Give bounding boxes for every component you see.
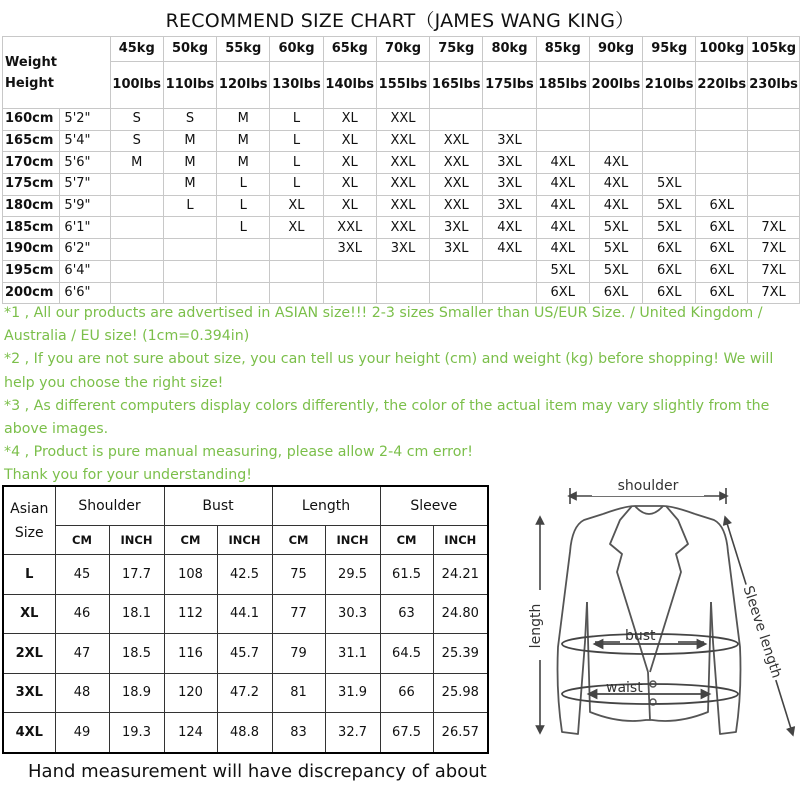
weight-kg-header: 75kg <box>430 37 483 62</box>
size-cell: 5XL <box>589 239 642 261</box>
measure-value: 47.2 <box>217 673 272 713</box>
size-cell <box>376 260 429 282</box>
size-cell <box>589 109 642 131</box>
unit-header: CM <box>55 526 109 555</box>
size-cell <box>430 260 483 282</box>
weight-kg-header: 60kg <box>270 37 323 62</box>
weight-kg-header: 45kg <box>110 37 163 62</box>
size-cell: L <box>163 195 216 217</box>
height-ft: 6'4" <box>60 260 110 282</box>
size-cell: L <box>217 217 270 239</box>
height-ft: 5'7" <box>60 174 110 196</box>
size-cell: 4XL <box>589 174 642 196</box>
asian-size-value: XL <box>3 594 55 634</box>
measure-value: 31.1 <box>325 634 380 674</box>
footer-note: Hand measurement will have discrepancy of about <box>28 761 487 782</box>
size-cell: 5XL <box>643 217 696 239</box>
size-cell: S <box>163 109 216 131</box>
measure-value: 45 <box>55 555 109 595</box>
size-cell <box>217 239 270 261</box>
size-cell: 6XL <box>643 260 696 282</box>
size-cell: 4XL <box>536 174 589 196</box>
note-line: *2 , If you are not sure about size, you can tell us your height (cm) and weight (kg) before shopping! We will help you choose the right size! <box>4 351 774 391</box>
asian-size-value: 2XL <box>3 634 55 674</box>
size-cell: M <box>217 130 270 152</box>
asian-size-value: 3XL <box>3 673 55 713</box>
measure-value: 17.7 <box>109 555 164 595</box>
size-cell <box>376 282 429 304</box>
measure-value: 63 <box>380 594 433 634</box>
measure-unit-row <box>3 526 488 555</box>
size-cell: XXL <box>430 152 483 174</box>
size-cell: 6XL <box>696 282 748 304</box>
size-cell: L <box>270 174 323 196</box>
size-cell: 4XL <box>536 195 589 217</box>
size-cell: M <box>163 152 216 174</box>
measure-value: 77 <box>272 594 325 634</box>
size-cell: XXL <box>376 130 429 152</box>
measure-value: 46 <box>55 594 109 634</box>
page-title: RECOMMEND SIZE CHART（JAMES WANG KING） <box>165 10 635 32</box>
size-cell: M <box>217 109 270 131</box>
size-cell: 6XL <box>643 282 696 304</box>
height-ft: 6'2" <box>60 239 110 261</box>
size-cell: 7XL <box>748 217 800 239</box>
measure-group-header: Sleeve <box>380 486 488 526</box>
asian-size-value: L <box>3 555 55 595</box>
measure-value: 79 <box>272 634 325 674</box>
weight-kg-header: 105kg <box>748 37 800 62</box>
size-cell: XXL <box>376 217 429 239</box>
measure-value: 26.57 <box>433 713 488 753</box>
size-cell <box>696 130 748 152</box>
measure-value: 48 <box>55 673 109 713</box>
size-chart-row <box>3 260 800 282</box>
size-cell <box>748 195 800 217</box>
size-cell: XXL <box>376 152 429 174</box>
unit-header: INCH <box>217 526 272 555</box>
size-cell <box>110 239 163 261</box>
weight-lbs-header: 140lbs <box>323 62 376 109</box>
height-cm: 165cm <box>3 130 60 152</box>
measure-row <box>3 634 488 674</box>
height-ft: 5'4" <box>60 130 110 152</box>
size-cell <box>536 130 589 152</box>
height-cm: 200cm <box>3 282 60 304</box>
height-ft: 5'2" <box>60 109 110 131</box>
measure-value: 67.5 <box>380 713 433 753</box>
weight-lbs-header: 220lbs <box>696 62 748 109</box>
size-chart-row <box>3 109 800 131</box>
size-cell <box>110 282 163 304</box>
size-cell: 5XL <box>643 174 696 196</box>
size-cell: 5XL <box>589 217 642 239</box>
unit-header: CM <box>272 526 325 555</box>
waist-label: waist <box>606 680 643 696</box>
size-cell: 6XL <box>696 239 748 261</box>
size-cell: 3XL <box>483 152 536 174</box>
length-label: length <box>528 603 544 649</box>
size-cell <box>323 282 376 304</box>
unit-header: INCH <box>109 526 164 555</box>
size-cell: 3XL <box>483 195 536 217</box>
size-cell: 7XL <box>748 282 800 304</box>
size-cell: M <box>217 152 270 174</box>
size-cell: 4XL <box>483 239 536 261</box>
size-cell <box>217 260 270 282</box>
measure-value: 61.5 <box>380 555 433 595</box>
size-cell: XL <box>323 109 376 131</box>
size-chart-row <box>3 195 800 217</box>
size-cell: L <box>217 174 270 196</box>
size-chart-row <box>3 152 800 174</box>
size-cell <box>270 282 323 304</box>
weight-kg-header: 80kg <box>483 37 536 62</box>
weight-kg-row <box>3 37 800 62</box>
jacket-diagram <box>500 462 800 762</box>
height-ft: 5'9" <box>60 195 110 217</box>
weight-lbs-header: 110lbs <box>163 62 216 109</box>
measure-value: 18.9 <box>109 673 164 713</box>
measure-value: 48.8 <box>217 713 272 753</box>
size-cell: XL <box>323 195 376 217</box>
measure-value: 66 <box>380 673 433 713</box>
size-chart-row <box>3 174 800 196</box>
size-cell: XXL <box>430 174 483 196</box>
weight-kg-header: 100kg <box>696 37 748 62</box>
notes-section <box>4 302 798 488</box>
size-cell: 7XL <box>748 239 800 261</box>
size-cell <box>430 109 483 131</box>
height-cm: 175cm <box>3 174 60 196</box>
measure-row <box>3 555 488 595</box>
size-cell: 3XL <box>483 130 536 152</box>
size-cell <box>643 152 696 174</box>
asian-size-header <box>3 486 55 555</box>
size-cell <box>217 282 270 304</box>
measure-value: 124 <box>164 713 217 753</box>
size-cell <box>748 174 800 196</box>
weight-lbs-header: 120lbs <box>217 62 270 109</box>
height-cm: 160cm <box>3 109 60 131</box>
weight-kg-header: 70kg <box>376 37 429 62</box>
size-cell: XL <box>323 130 376 152</box>
recommend-size-chart <box>2 36 800 304</box>
size-cell <box>270 239 323 261</box>
size-cell: M <box>163 174 216 196</box>
size-cell: 4XL <box>536 152 589 174</box>
size-cell: XXL <box>376 195 429 217</box>
measure-value: 49 <box>55 713 109 753</box>
measure-value: 19.3 <box>109 713 164 753</box>
size-cell <box>163 239 216 261</box>
measure-value: 64.5 <box>380 634 433 674</box>
weight-kg-header: 65kg <box>323 37 376 62</box>
size-cell <box>696 109 748 131</box>
size-cell <box>536 109 589 131</box>
asian-size-label: Asian <box>10 500 49 517</box>
measure-group-header: Length <box>272 486 380 526</box>
size-cell: 5XL <box>589 260 642 282</box>
jacket-outline <box>558 506 741 734</box>
size-cell: 6XL <box>696 217 748 239</box>
weight-kg-header: 95kg <box>643 37 696 62</box>
size-cell <box>110 217 163 239</box>
size-cell <box>748 152 800 174</box>
note-line: Thank you for your understanding! <box>4 467 252 484</box>
unit-header: CM <box>164 526 217 555</box>
size-cell: M <box>163 130 216 152</box>
measure-value: 18.5 <box>109 634 164 674</box>
height-ft: 6'1" <box>60 217 110 239</box>
weight-lbs-header: 165lbs <box>430 62 483 109</box>
measure-value: 42.5 <box>217 555 272 595</box>
height-ft: 5'6" <box>60 152 110 174</box>
size-cell <box>483 260 536 282</box>
note-line: *3 , As different computers display colors differently, the color of the actual item may vary slightly from the above images. <box>4 397 770 438</box>
weight-lbs-header: 100lbs <box>110 62 163 109</box>
size-chart-row <box>3 239 800 261</box>
size-cell: XXL <box>430 195 483 217</box>
size-cell: M <box>110 152 163 174</box>
size-cell <box>163 260 216 282</box>
measure-group-row <box>3 486 488 526</box>
weight-kg-header: 50kg <box>163 37 216 62</box>
size-cell: 5XL <box>536 260 589 282</box>
measure-row <box>3 713 488 753</box>
size-chart-row <box>3 217 800 239</box>
size-cell: 4XL <box>483 217 536 239</box>
size-cell <box>110 260 163 282</box>
unit-header: CM <box>380 526 433 555</box>
asian-size-value: 4XL <box>3 713 55 753</box>
unit-header: INCH <box>325 526 380 555</box>
size-cell: S <box>110 109 163 131</box>
size-cell: 6XL <box>696 195 748 217</box>
size-cell: 3XL <box>323 239 376 261</box>
size-cell: XL <box>270 217 323 239</box>
measure-value: 24.21 <box>433 555 488 595</box>
size-cell: L <box>270 109 323 131</box>
size-cell <box>696 152 748 174</box>
weight-kg-header: 85kg <box>536 37 589 62</box>
weight-kg-header: 90kg <box>589 37 642 62</box>
size-cell <box>483 282 536 304</box>
size-cell: XXL <box>430 130 483 152</box>
size-cell: 4XL <box>536 217 589 239</box>
weight-lbs-header: 230lbs <box>748 62 800 109</box>
measure-value: 112 <box>164 594 217 634</box>
measure-value: 47 <box>55 634 109 674</box>
measure-value: 32.7 <box>325 713 380 753</box>
unit-header: INCH <box>433 526 488 555</box>
size-cell <box>163 217 216 239</box>
measure-value: 30.3 <box>325 594 380 634</box>
size-cell <box>270 260 323 282</box>
weight-lbs-header: 175lbs <box>483 62 536 109</box>
size-cell: 6XL <box>643 239 696 261</box>
measure-group-header: Bust <box>164 486 272 526</box>
size-chart-row <box>3 282 800 304</box>
measure-group-header: Shoulder <box>55 486 164 526</box>
measure-value: 29.5 <box>325 555 380 595</box>
size-cell <box>589 130 642 152</box>
corner-label: Weight Height <box>3 37 111 109</box>
size-cell <box>323 260 376 282</box>
size-cell: XXL <box>323 217 376 239</box>
size-cell: 3XL <box>376 239 429 261</box>
measure-value: 45.7 <box>217 634 272 674</box>
size-cell <box>748 130 800 152</box>
height-cm: 170cm <box>3 152 60 174</box>
measure-value: 18.1 <box>109 594 164 634</box>
height-ft: 6'6" <box>60 282 110 304</box>
size-cell: 4XL <box>589 152 642 174</box>
measure-value: 116 <box>164 634 217 674</box>
weight-lbs-header: 200lbs <box>589 62 642 109</box>
size-cell: 4XL <box>536 239 589 261</box>
weight-lbs-row <box>3 62 800 109</box>
measure-value: 75 <box>272 555 325 595</box>
measure-value: 25.98 <box>433 673 488 713</box>
size-cell: 4XL <box>589 195 642 217</box>
size-cell: L <box>270 130 323 152</box>
size-cell: 3XL <box>430 239 483 261</box>
size-cell <box>110 174 163 196</box>
measure-value: 24.80 <box>433 594 488 634</box>
size-cell <box>110 195 163 217</box>
measure-value: 120 <box>164 673 217 713</box>
measurement-table <box>2 485 489 754</box>
weight-lbs-header: 155lbs <box>376 62 429 109</box>
measure-value: 31.9 <box>325 673 380 713</box>
measure-value: 108 <box>164 555 217 595</box>
measure-row <box>3 594 488 634</box>
size-cell: 7XL <box>748 260 800 282</box>
size-cell: 5XL <box>643 195 696 217</box>
note-line: *1 , All our products are advertised in ASIAN size!!! 2-3 sizes Smaller than US/EUR Size. / United Kingdom / Australia / EU size! (1cm=0.394in) <box>4 305 763 345</box>
bust-label: bust <box>625 628 656 644</box>
size-cell: XXL <box>376 174 429 196</box>
note-line: *4 , Product is pure manual measuring, please allow 2-4 cm error! <box>4 444 473 461</box>
size-cell <box>748 109 800 131</box>
size-cell: XL <box>323 152 376 174</box>
size-cell: 6XL <box>536 282 589 304</box>
weight-lbs-header: 210lbs <box>643 62 696 109</box>
asian-size-label: Size <box>14 524 44 541</box>
size-cell: 3XL <box>430 217 483 239</box>
size-cell: L <box>270 152 323 174</box>
weight-kg-header: 55kg <box>217 37 270 62</box>
size-cell <box>643 109 696 131</box>
size-cell: L <box>217 195 270 217</box>
size-cell: S <box>110 130 163 152</box>
height-cm: 180cm <box>3 195 60 217</box>
measure-row <box>3 673 488 713</box>
height-cm: 190cm <box>3 239 60 261</box>
size-cell: XL <box>270 195 323 217</box>
size-cell: 6XL <box>696 260 748 282</box>
shoulder-label: shoulder <box>617 478 679 494</box>
sleeve-label: Sleeve length <box>739 583 785 681</box>
size-cell: 3XL <box>483 174 536 196</box>
measure-value: 81 <box>272 673 325 713</box>
size-cell <box>643 130 696 152</box>
size-cell <box>483 109 536 131</box>
size-cell: XXL <box>376 109 429 131</box>
size-cell: XL <box>323 174 376 196</box>
size-cell <box>163 282 216 304</box>
height-cm: 185cm <box>3 217 60 239</box>
measure-value: 25.39 <box>433 634 488 674</box>
size-cell: 6XL <box>589 282 642 304</box>
size-chart-row <box>3 130 800 152</box>
size-cell <box>696 174 748 196</box>
height-cm: 195cm <box>3 260 60 282</box>
weight-lbs-header: 130lbs <box>270 62 323 109</box>
size-cell <box>430 282 483 304</box>
measure-value: 44.1 <box>217 594 272 634</box>
measure-value: 83 <box>272 713 325 753</box>
weight-lbs-header: 185lbs <box>536 62 589 109</box>
